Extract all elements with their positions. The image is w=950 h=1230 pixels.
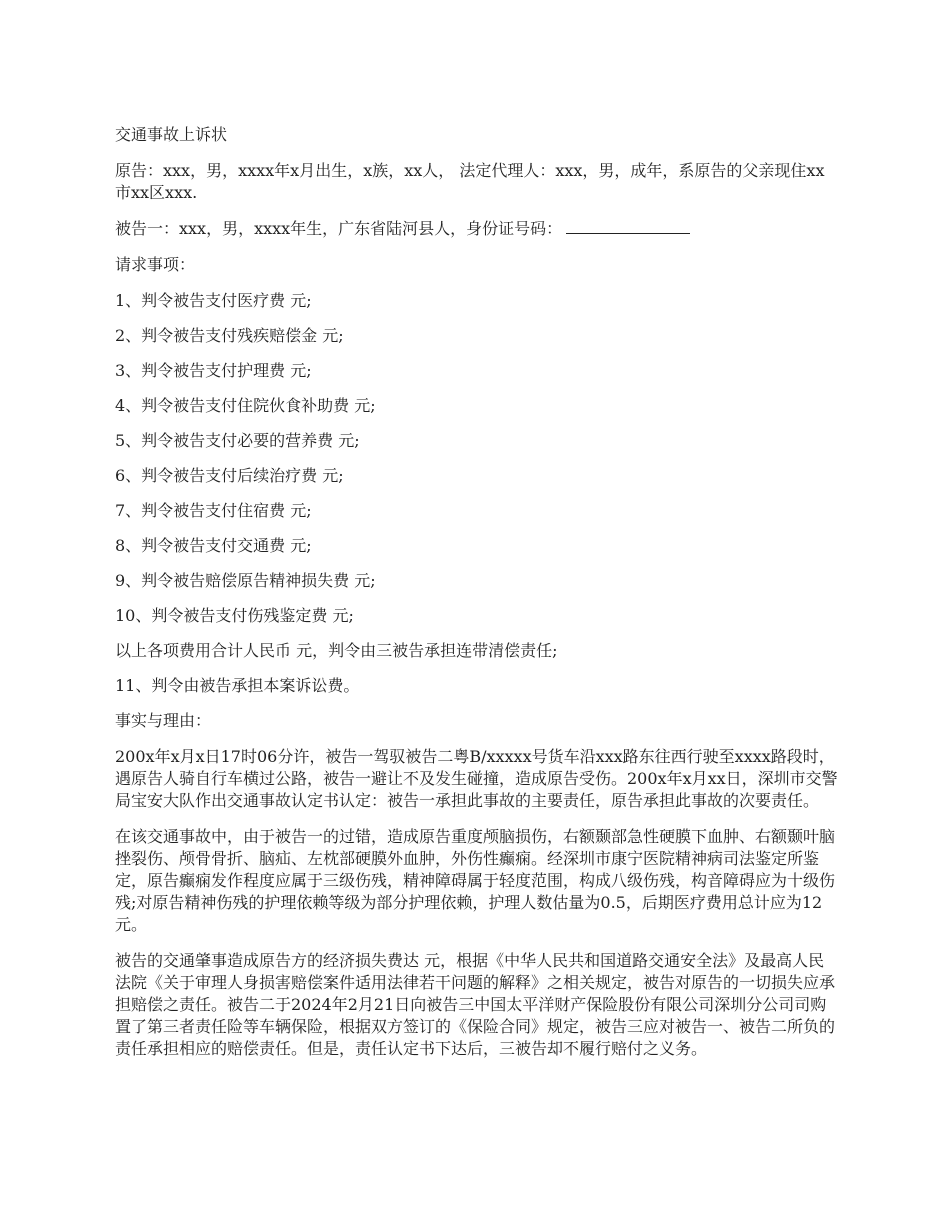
defendant-info: [115, 218, 840, 240]
facts-paragraph: 在该交通事故中，由于被告一的过错，造成原告重度颅脑损伤，右额颞部急性硬膜下血肿、右额颞叶脑挫裂伤、颅骨骨折、脑疝、左枕部硬膜外血肿，外伤性癫痫。经深圳市康宁医院精神病司法鉴定所鉴定，原告癫痫发作程度应属于三级伤残，精神障碍属于轻度范围，构成八级伤残，构音障碍应为十级伤残;对原告精神伤残的护理依赖等级为部分护理依赖，护理人数估量为0.5，后期医疗费用总计应为12元。: [115, 827, 836, 934]
request-item: 8、判令被告支付交通费 元;: [115, 536, 312, 555]
request-item: 10、判令被告支付伤残鉴定费 元;: [115, 606, 354, 625]
plaintiff-info: 原告：xxx，男，xxxx年x月出生，x族，xx人， 法定代理人：xxx，男，成年，系原告的父亲现住xx市xx区xxx.: [115, 161, 825, 202]
request-item: 11、判令由被告承担本案诉讼费。: [115, 676, 360, 695]
requests-heading: 请求事项：: [115, 255, 196, 274]
request-item: 7、判令被告支付住宿费 元;: [115, 501, 312, 520]
request-item: 3、判令被告支付护理费 元;: [115, 361, 312, 380]
request-item: 9、判令被告赔偿原告精神损失费 元;: [115, 571, 376, 590]
request-item: 5、判令被告支付必要的营养费 元;: [115, 431, 360, 450]
request-item: 2、判令被告支付残疾赔偿金 元;: [115, 326, 344, 345]
id-number-blank: [566, 219, 690, 234]
document-title: 交通事故上诉状: [115, 125, 228, 144]
request-total: 以上各项费用合计人民币 元，判令由三被告承担连带清偿责任;: [115, 641, 558, 660]
facts-heading: 事实与理由：: [115, 711, 212, 730]
request-item: 1、判令被告支付医疗费 元;: [115, 291, 312, 310]
document-page: [115, 124, 840, 1074]
defendant-text: 被告一：xxx，男，xxxx年生，广东省陆河县人，身份证号码：: [115, 219, 563, 238]
facts-paragraph: 被告的交通肇事造成原告方的经济损失费达 元，根据《中华人民共和国道路交通安全法》及最高人民法院《关于审理人身损害赔偿案件适用法律若干问题的解释》之相关规定，被告对原告的一切损失应承担赔偿之责任。被告二于2024年2月21日向被告三中国太平洋财产保险股份有限公司深圳分公司司购置了第三者责任险等车辆保险，根据双方签订的《保险合同》规定，被告三应对被告一、被告二所负的责任承担相应的赔偿责任。但是，责任认定书下达后，三被告却不履行赔付之义务。: [115, 951, 836, 1058]
request-item: 6、判令被告支付后续治疗费 元;: [115, 466, 344, 485]
facts-paragraph: 200x年x月x日17时06分许，被告一驾驭被告二粤B/xxxxx号货车沿xxx路东往西行驶至xxxx路段时，遇原告人骑自行车横过公路，被告一避让不及发生碰撞，造成原告受伤。200x年x月xx日，深圳市交警局宝安大队作出交通事故认定书认定：被告一承担此事故的主要责任，原告承担此事故的次要责任。: [115, 747, 838, 810]
request-item: 4、判令被告支付住院伙食补助费 元;: [115, 396, 376, 415]
